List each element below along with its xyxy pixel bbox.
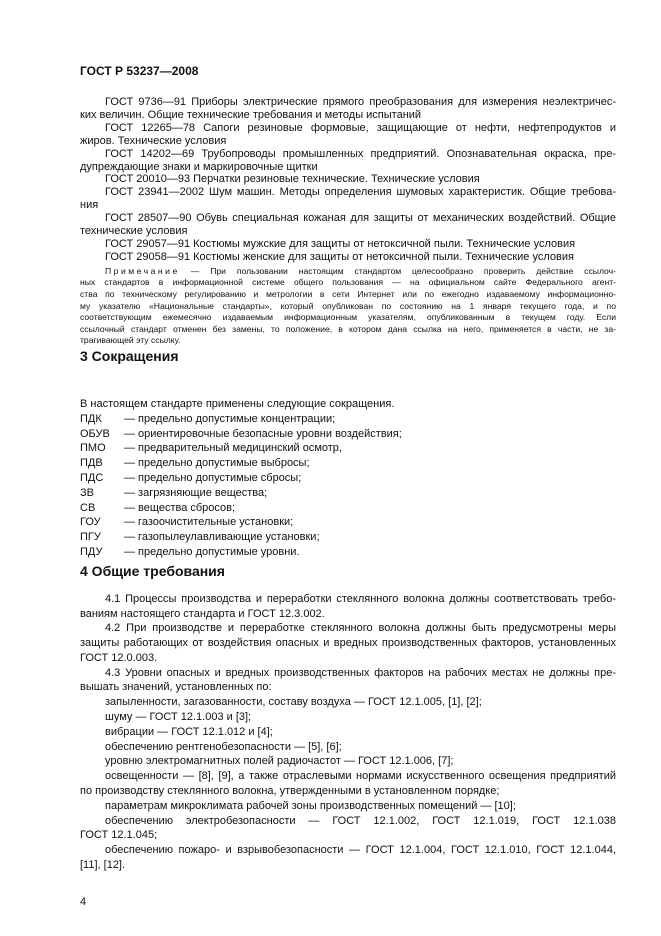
abbreviation: ПДС	[80, 471, 104, 484]
requirement-line: [11], [12].	[80, 859, 126, 872]
abbreviation-item	[80, 486, 616, 501]
abbreviation-item	[80, 412, 616, 427]
abbreviation-definition: — загрязняющие вещества;	[124, 486, 268, 499]
reference-line: технические условия	[80, 225, 188, 238]
abbreviation-definition: — ориентировочные безопасные уровни воздействия;	[124, 427, 402, 440]
reference-line: ГОСТ 29057—91 Костюмы мужские для защиты от нетоксичной пыли. Технические условия	[105, 237, 576, 250]
requirement-line: по производству стеклянного волокна, утвержденными в установленном порядке;	[80, 785, 500, 798]
abbreviation-item	[80, 545, 616, 560]
abbreviation-definition: — предельно допустимые сбросы;	[124, 471, 302, 484]
abbreviation-item	[80, 456, 616, 471]
abbreviation-definition: — предельно допустимые уровни.	[124, 545, 300, 558]
note-line: трагивающей эту ссылку.	[80, 335, 181, 346]
requirement-line: ГОСТ 12.0.003.	[80, 651, 158, 664]
requirement-line: 4.1 Процессы производства и переработки стеклянного волокна должны соответствовать требо-	[105, 592, 616, 605]
section-3-intro: В настоящем стандарте применены следующие сокращения.	[80, 397, 395, 410]
section-4-body	[80, 592, 616, 873]
abbreviation-item	[80, 471, 616, 486]
requirement-line: вышать значений, установленных по:	[80, 681, 272, 694]
abbreviation-item	[80, 515, 616, 530]
abbreviation-definition: — предварительный медицинский осмотр,	[124, 442, 342, 455]
requirement-line: 4.2 При производстве и переработке стеклянного волокна должны быть предусмотрены меры	[105, 622, 616, 635]
abbreviation-item	[80, 530, 616, 545]
normative-references	[80, 96, 616, 264]
reference-line: ГОСТ 29058—91 Костюмы женские для защиты от нетоксичной пыли. Технические условия	[105, 250, 574, 263]
abbreviation-item	[80, 427, 616, 442]
note-line: ства по техническому регулированию и метрологии в сети Интернет или по ежегодно издаваемому информационно-	[80, 288, 616, 299]
abbreviation: ПДВ	[80, 457, 103, 470]
reference-line: ГОСТ 23941—2002 Шум машин. Методы определения шумовых характеристик. Общие требова-	[105, 186, 616, 199]
abbreviation: ПДУ	[80, 545, 103, 558]
requirement-line: ГОСТ 12.1.045;	[80, 829, 158, 842]
abbreviation: СВ	[80, 501, 96, 514]
requirement-line: защиты работающих от воздействия опасных и вредных производственных факторов, установленных	[80, 637, 616, 650]
section-4-title: 4 Общие требования	[80, 562, 225, 579]
reference-line: ГОСТ 20010—93 Перчатки резиновые технические. Технические условия	[105, 173, 480, 186]
abbreviation: ГОУ	[80, 516, 101, 529]
note-line: му указателю «Национальные стандарты», который опубликован по состоянию на 1 января текущего года, и по	[80, 300, 616, 311]
abbreviation-definition: — предельно допустимые концентрации;	[124, 412, 336, 425]
reference-line: ГОСТ 9736—91 Приборы электрические прямого преобразования для измерения неэлектричес-	[105, 96, 616, 108]
abbreviation-definition: — газопылеулавливающие установки;	[124, 531, 320, 544]
requirement-line: 4.3 Уровни опасных и вредных производственных факторов на рабочих местах не должны пре-	[105, 666, 616, 679]
abbreviations-list	[80, 412, 616, 560]
note	[80, 266, 616, 347]
note-line: ных стандартов в информационной системе общего пользования — на официальном сайте Федерального агент-	[80, 277, 616, 288]
abbreviation-item	[80, 501, 616, 516]
requirement-line: параметрам микроклимата рабочей зоны производственных помещений — [10];	[105, 799, 516, 812]
reference-line: ния	[80, 199, 99, 212]
note-line	[80, 266, 616, 278]
reference-line: ГОСТ 28507—90 Обувь специальная кожаная для защиты от механических воздействий. Общие	[105, 212, 616, 225]
abbreviation-item	[80, 441, 616, 456]
requirement-line: шуму — ГОСТ 12.1.003 и [3];	[105, 711, 252, 724]
abbreviation-definition: — предельно допустимые выбросы;	[124, 457, 310, 470]
reference-line: жиров. Технические условия	[80, 134, 227, 147]
reference-line: дупреждающие знаки и маркировочные щитки	[80, 160, 318, 173]
abbreviation: ПМО	[80, 442, 106, 455]
requirement-line: ваниям настоящего стандарта и ГОСТ 12.3.002.	[80, 607, 325, 620]
requirement-line: освещенности — [8], [9], а также отраслевыми нормами искусственного освещения предприятий	[105, 770, 616, 783]
requirement-line: запыленности, загазованности, составу воздуха — ГОСТ 12.1.005, [1], [2];	[105, 696, 482, 709]
reference-line: ких величин. Общие технические требования и методы испытаний	[80, 108, 422, 121]
requirement-line: обеспечению электробезопасности — ГОСТ 12.1.002, ГОСТ 12.1.019, ГОСТ 12.1.038	[105, 814, 616, 827]
requirement-line: обеспечению пожаро- и взрывобезопасности — ГОСТ 12.1.004, ГОСТ 12.1.010, ГОСТ 12.1.044,	[105, 844, 616, 857]
document-header: ГОСТ Р 53237—2008	[80, 64, 199, 78]
abbreviation-definition: — вещества сбросов;	[124, 501, 236, 514]
requirement-line: обеспечению рентгенобезопасности — [5], [6];	[105, 740, 342, 753]
requirement-line: вибрации — ГОСТ 12.1.012 и [4];	[105, 725, 273, 738]
requirement-line: уровню электромагнитных полей радиочастот — ГОСТ 12.1.006, [7];	[105, 755, 454, 768]
note-line: ссылочный стандарт отменен без замены, то положение, в котором дана ссылка на него, применяется в части, не за-	[80, 323, 616, 334]
reference-line: ГОСТ 12265—78 Сапоги резиновые формовые, защищающие от нефти, нефтепродуктов и	[105, 121, 616, 134]
reference-line: ГОСТ 14202—69 Трубопроводы промышленных предприятий. Опознавательная окраска, пре-	[105, 147, 616, 160]
abbreviation: ЗВ	[80, 486, 94, 499]
abbreviation: ПГУ	[80, 531, 101, 544]
note-text: — При пользовании настоящим стандартом целесообразно проверить действие ссылоч-	[179, 265, 616, 276]
note-line: соответствующим ежемесячно издаваемым информационным указателям, опубликованным в текущем году. Если	[80, 312, 616, 323]
page-body	[80, 96, 616, 873]
abbreviation-definition: — газоочистительные установки;	[124, 516, 294, 529]
note-label: Примечание	[105, 265, 180, 276]
page-number: 4	[80, 896, 87, 908]
abbreviation: ОБУВ	[80, 427, 110, 440]
abbreviation: ПДК	[80, 412, 102, 425]
section-3-title: 3 Сокращения	[80, 347, 179, 364]
